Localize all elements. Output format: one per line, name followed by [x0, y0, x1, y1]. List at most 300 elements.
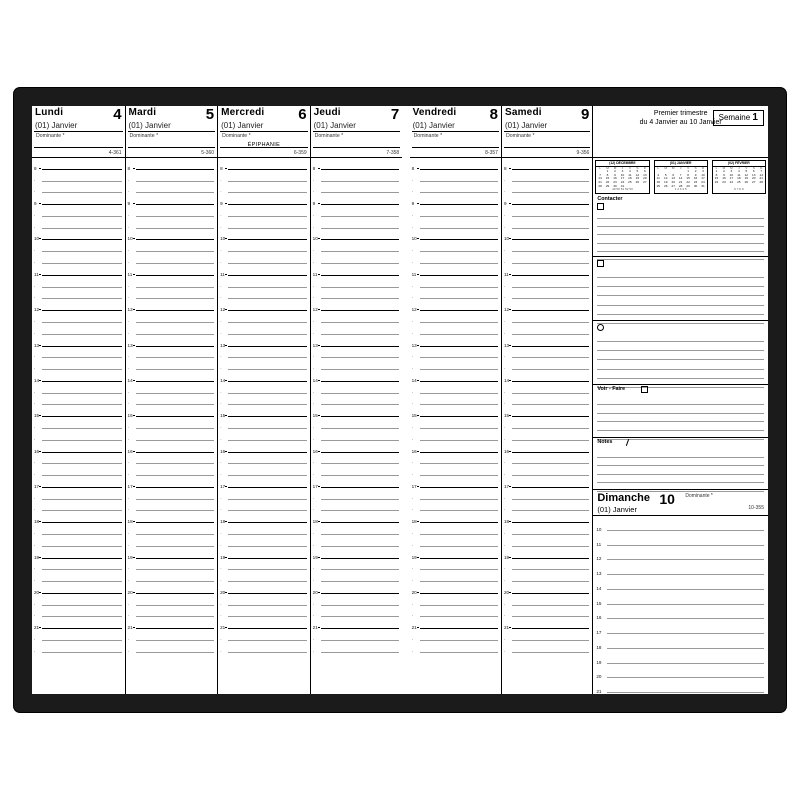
- note-line[interactable]: [597, 466, 764, 475]
- hour-slot[interactable]: [502, 182, 592, 194]
- hour-slot[interactable]: [311, 476, 403, 488]
- hour-slot[interactable]: [32, 641, 125, 653]
- hour-slot[interactable]: [126, 323, 218, 335]
- day-hour-grid[interactable]: [32, 158, 125, 694]
- hour-slot[interactable]: [218, 464, 310, 476]
- hour-slot[interactable]: [410, 594, 501, 606]
- hour-slot[interactable]: [32, 394, 125, 406]
- hour-slot[interactable]: [502, 299, 592, 311]
- hour-slot[interactable]: [502, 429, 592, 441]
- hour-slot[interactable]: [32, 276, 125, 288]
- mini-calendar-day[interactable]: 7: [760, 169, 763, 174]
- hour-slot[interactable]: [126, 394, 218, 406]
- hour-slot[interactable]: [410, 523, 501, 535]
- hour-slot[interactable]: [502, 288, 592, 300]
- hour-slot[interactable]: [410, 547, 501, 559]
- note-lines[interactable]: [597, 269, 764, 318]
- hour-slot[interactable]: [502, 488, 592, 500]
- note-line[interactable]: [597, 269, 764, 278]
- mini-calendar-day[interactable]: 7: [679, 172, 682, 177]
- mini-calendar-day[interactable]: 8: [606, 172, 609, 177]
- hour-slot[interactable]: [410, 382, 501, 394]
- mini-calendar-day[interactable]: 27: [671, 183, 675, 188]
- note-line[interactable]: [597, 306, 764, 315]
- mini-calendar-day[interactable]: 1: [715, 169, 718, 174]
- hour-slot[interactable]: [502, 229, 592, 241]
- hour-slot[interactable]: [311, 464, 403, 476]
- note-line[interactable]: [597, 414, 764, 423]
- hour-slot[interactable]: [126, 570, 218, 582]
- note-line[interactable]: [597, 211, 764, 219]
- mini-calendar-day[interactable]: 3: [621, 169, 624, 174]
- mini-calendar-day[interactable]: 8: [687, 172, 689, 177]
- mini-calendar-february[interactable]: [712, 160, 766, 194]
- hour-slot[interactable]: [410, 264, 501, 276]
- mini-calendar-day[interactable]: 23: [693, 179, 698, 184]
- note-line[interactable]: [597, 333, 764, 342]
- hour-slot[interactable]: [593, 664, 768, 679]
- hour-slot[interactable]: [410, 476, 501, 488]
- hour-slot[interactable]: [218, 205, 310, 217]
- hour-slot[interactable]: [218, 394, 310, 406]
- hour-slot[interactable]: [311, 193, 403, 205]
- note-block-contacter[interactable]: [593, 195, 768, 257]
- hour-slot[interactable]: [218, 288, 310, 300]
- hour-slot[interactable]: [502, 547, 592, 559]
- day-hour-grid[interactable]: [410, 158, 501, 694]
- note-line[interactable]: [597, 360, 764, 369]
- hour-slot[interactable]: [32, 405, 125, 417]
- hour-slot[interactable]: [32, 453, 125, 465]
- hour-slot[interactable]: [126, 523, 218, 535]
- hour-slot[interactable]: [502, 205, 592, 217]
- hour-slot[interactable]: [502, 193, 592, 205]
- hour-slot[interactable]: [410, 170, 501, 182]
- hour-slot[interactable]: [32, 500, 125, 512]
- hour-slot[interactable]: [126, 582, 218, 594]
- note-line[interactable]: [597, 296, 764, 305]
- note-line[interactable]: [597, 449, 764, 458]
- hour-slot[interactable]: [32, 570, 125, 582]
- hour-slot[interactable]: [311, 252, 403, 264]
- mini-calendar-day[interactable]: 14: [759, 172, 763, 177]
- hour-slot[interactable]: [311, 523, 403, 535]
- note-block-notes[interactable]: [593, 438, 768, 490]
- hour-slot[interactable]: [410, 500, 501, 512]
- mini-calendar-day[interactable]: 28: [598, 183, 602, 188]
- hour-slot[interactable]: [502, 347, 592, 359]
- hour-slot[interactable]: [311, 629, 403, 641]
- note-block-email[interactable]: [593, 321, 768, 385]
- hour-slot[interactable]: [311, 182, 403, 194]
- hour-slot[interactable]: [218, 417, 310, 429]
- mini-calendar-day[interactable]: 3: [702, 169, 704, 174]
- hour-slot[interactable]: [311, 299, 403, 311]
- hour-slot[interactable]: [410, 217, 501, 229]
- hour-slot[interactable]: [32, 299, 125, 311]
- hour-slot[interactable]: [126, 182, 218, 194]
- day-column-mardi[interactable]: [125, 106, 218, 694]
- hour-slot[interactable]: [502, 276, 592, 288]
- hour-slot[interactable]: [32, 511, 125, 523]
- mini-calendar-day[interactable]: 11: [737, 172, 741, 177]
- hour-slot[interactable]: [593, 605, 768, 620]
- hour-slot[interactable]: [311, 335, 403, 347]
- hour-slot[interactable]: [126, 240, 218, 252]
- hour-slot[interactable]: [218, 570, 310, 582]
- note-line[interactable]: [597, 405, 764, 414]
- hour-slot[interactable]: [126, 252, 218, 264]
- hour-slot[interactable]: [126, 205, 218, 217]
- mini-calendar-day[interactable]: 12: [635, 172, 640, 177]
- hour-slot[interactable]: [502, 370, 592, 382]
- hour-slot[interactable]: [32, 488, 125, 500]
- hour-slot[interactable]: [32, 335, 125, 347]
- hour-slot[interactable]: [311, 170, 403, 182]
- mini-calendar-day[interactable]: 14: [598, 176, 602, 181]
- hour-slot[interactable]: [218, 641, 310, 653]
- note-line[interactable]: [597, 287, 764, 296]
- hour-slot[interactable]: [410, 276, 501, 288]
- hour-slot[interactable]: [218, 276, 310, 288]
- hour-slot[interactable]: [32, 464, 125, 476]
- day-hour-grid[interactable]: [218, 158, 310, 694]
- hour-slot[interactable]: [410, 370, 501, 382]
- hour-slot[interactable]: [126, 464, 218, 476]
- hour-slot[interactable]: [502, 500, 592, 512]
- mini-calendar-day[interactable]: 20: [752, 176, 756, 181]
- checkbox-icon[interactable]: [641, 386, 648, 393]
- mini-calendar-day[interactable]: 27: [643, 179, 647, 184]
- mini-calendar-day[interactable]: 15: [686, 176, 690, 181]
- hour-slot[interactable]: [311, 535, 403, 547]
- mini-calendar-day[interactable]: 5: [745, 169, 748, 174]
- mini-calendar-day[interactable]: 7: [599, 172, 601, 177]
- hour-slot[interactable]: [410, 311, 501, 323]
- mini-calendar-day[interactable]: 24: [620, 179, 625, 184]
- hour-slot[interactable]: [311, 311, 403, 323]
- mini-calendar-day[interactable]: 17: [729, 176, 734, 181]
- hour-slot[interactable]: [126, 370, 218, 382]
- hour-slot[interactable]: [502, 405, 592, 417]
- hour-slot[interactable]: [502, 394, 592, 406]
- mini-calendar-day[interactable]: 12: [664, 176, 668, 181]
- hour-slot[interactable]: [126, 441, 218, 453]
- hour-slot[interactable]: [126, 453, 218, 465]
- mini-calendar-day[interactable]: 2: [723, 169, 725, 174]
- mini-calendar-day[interactable]: 22: [714, 179, 719, 184]
- hour-slot[interactable]: [410, 488, 501, 500]
- hour-slot[interactable]: [311, 323, 403, 335]
- hour-slot[interactable]: [32, 170, 125, 182]
- hour-slot[interactable]: [126, 158, 218, 170]
- hour-slot[interactable]: [311, 559, 403, 571]
- note-line[interactable]: [597, 422, 764, 431]
- mini-calendar-day[interactable]: 21: [598, 179, 602, 184]
- hour-slot[interactable]: [311, 429, 403, 441]
- note-line[interactable]: [597, 351, 764, 360]
- mini-calendar-day[interactable]: 18: [656, 179, 661, 184]
- hour-slot[interactable]: [218, 323, 310, 335]
- hour-slot[interactable]: [126, 429, 218, 441]
- mini-calendar-day[interactable]: 5: [636, 169, 639, 174]
- hour-slot[interactable]: [32, 193, 125, 205]
- hour-slot[interactable]: [502, 559, 592, 571]
- day-hour-grid[interactable]: [126, 158, 218, 694]
- hour-slot[interactable]: [126, 559, 218, 571]
- day-hour-grid[interactable]: [502, 158, 592, 694]
- mini-calendar-day[interactable]: 11: [628, 172, 632, 177]
- hour-slot[interactable]: [218, 217, 310, 229]
- hour-slot[interactable]: [218, 252, 310, 264]
- hour-slot[interactable]: [410, 288, 501, 300]
- hour-slot[interactable]: [32, 547, 125, 559]
- hour-slot[interactable]: [410, 464, 501, 476]
- hour-slot[interactable]: [126, 641, 218, 653]
- hour-slot[interactable]: [410, 405, 501, 417]
- hour-slot[interactable]: [410, 617, 501, 629]
- hour-slot[interactable]: [410, 429, 501, 441]
- hour-slot[interactable]: [218, 382, 310, 394]
- note-block-mail[interactable]: [593, 257, 768, 321]
- hour-slot[interactable]: [593, 575, 768, 590]
- hour-slot[interactable]: [126, 488, 218, 500]
- hour-slot[interactable]: [126, 299, 218, 311]
- hour-slot[interactable]: [502, 240, 592, 252]
- hour-slot[interactable]: [502, 582, 592, 594]
- hour-slot[interactable]: [502, 158, 592, 170]
- mini-calendar-day[interactable]: 18: [737, 176, 741, 181]
- hour-slot[interactable]: [32, 476, 125, 488]
- note-line[interactable]: [597, 475, 764, 484]
- mini-calendar-day[interactable]: 10: [620, 172, 625, 177]
- hour-slot[interactable]: [502, 606, 592, 618]
- hour-slot[interactable]: [410, 535, 501, 547]
- hour-slot[interactable]: [32, 429, 125, 441]
- hour-slot[interactable]: [218, 453, 310, 465]
- mini-calendar-day[interactable]: 2: [614, 169, 616, 174]
- day-column-lundi[interactable]: [32, 106, 125, 694]
- hour-slot[interactable]: [502, 217, 592, 229]
- day-column-mercredi[interactable]: [217, 106, 310, 694]
- hour-slot[interactable]: [126, 594, 218, 606]
- mini-calendar-day[interactable]: 15: [605, 176, 610, 181]
- hour-slot[interactable]: [311, 358, 403, 370]
- mini-calendar-day[interactable]: 5: [664, 172, 667, 177]
- mini-calendar-day[interactable]: 8: [715, 172, 718, 177]
- hour-slot[interactable]: [32, 264, 125, 276]
- hour-slot[interactable]: [311, 288, 403, 300]
- hour-slot[interactable]: [311, 370, 403, 382]
- hour-slot[interactable]: [218, 500, 310, 512]
- day-column-samedi[interactable]: [501, 106, 592, 694]
- mini-calendar-day[interactable]: 19: [635, 176, 640, 181]
- mini-calendar-day[interactable]: 4: [737, 169, 740, 174]
- hour-slot[interactable]: [218, 240, 310, 252]
- hour-slot[interactable]: [32, 535, 125, 547]
- hour-slot[interactable]: [218, 547, 310, 559]
- mini-calendar-day[interactable]: 22: [686, 179, 690, 184]
- hour-slot[interactable]: [218, 182, 310, 194]
- hour-slot[interactable]: [126, 358, 218, 370]
- hour-slot[interactable]: [126, 417, 218, 429]
- hour-slot[interactable]: [218, 229, 310, 241]
- hour-slot[interactable]: [410, 299, 501, 311]
- mini-calendar-day[interactable]: 25: [656, 183, 661, 188]
- hour-slot[interactable]: [32, 382, 125, 394]
- mini-calendar-day[interactable]: 17: [701, 176, 705, 181]
- hour-slot[interactable]: [311, 276, 403, 288]
- hour-slot[interactable]: [410, 335, 501, 347]
- hour-slot[interactable]: [218, 559, 310, 571]
- hour-slot[interactable]: [218, 299, 310, 311]
- hour-slot[interactable]: [32, 205, 125, 217]
- hour-slot[interactable]: [126, 276, 218, 288]
- hour-slot[interactable]: [311, 453, 403, 465]
- hour-slot[interactable]: [32, 441, 125, 453]
- day-column-vendredi[interactable]: [410, 106, 501, 694]
- hour-slot[interactable]: [126, 405, 218, 417]
- hour-slot[interactable]: [593, 560, 768, 575]
- hour-slot[interactable]: [218, 158, 310, 170]
- note-line[interactable]: [597, 342, 764, 351]
- hour-slot[interactable]: [311, 500, 403, 512]
- hour-slot[interactable]: [218, 311, 310, 323]
- hour-slot[interactable]: [126, 311, 218, 323]
- note-line[interactable]: [597, 458, 764, 467]
- mini-calendar-day[interactable]: 6: [672, 172, 675, 177]
- hour-slot[interactable]: [593, 546, 768, 561]
- mini-calendar-day[interactable]: 10: [701, 172, 705, 177]
- mini-calendar-day[interactable]: 2: [694, 169, 697, 174]
- hour-slot[interactable]: [311, 641, 403, 653]
- note-line[interactable]: [597, 396, 764, 405]
- hour-slot[interactable]: [311, 594, 403, 606]
- hour-slot[interactable]: [311, 547, 403, 559]
- hour-slot[interactable]: [593, 516, 768, 531]
- hour-slot[interactable]: [32, 217, 125, 229]
- hour-slot[interactable]: [126, 193, 218, 205]
- hour-slot[interactable]: [593, 678, 768, 693]
- mini-calendar-day[interactable]: 9: [614, 172, 616, 177]
- mini-calendar-day[interactable]: 28: [678, 183, 683, 188]
- hour-slot[interactable]: [32, 252, 125, 264]
- day-column-dimanche[interactable]: [593, 490, 768, 694]
- mini-calendar-day[interactable]: 30: [613, 183, 617, 188]
- hour-slot[interactable]: [410, 158, 501, 170]
- mini-calendar-day[interactable]: 27: [752, 179, 756, 184]
- note-line[interactable]: [597, 370, 764, 379]
- hour-slot[interactable]: [311, 240, 403, 252]
- hour-slot[interactable]: [32, 182, 125, 194]
- hour-slot[interactable]: [126, 264, 218, 276]
- hour-slot[interactable]: [593, 619, 768, 634]
- hour-slot[interactable]: [32, 559, 125, 571]
- hour-slot[interactable]: [218, 582, 310, 594]
- hour-slot[interactable]: [218, 358, 310, 370]
- hour-slot[interactable]: [502, 453, 592, 465]
- hour-slot[interactable]: [126, 535, 218, 547]
- mini-calendar-day[interactable]: 9: [694, 172, 697, 177]
- hour-slot[interactable]: [126, 547, 218, 559]
- hour-slot[interactable]: [410, 417, 501, 429]
- hour-slot[interactable]: [502, 511, 592, 523]
- hour-slot[interactable]: [126, 606, 218, 618]
- hour-slot[interactable]: [311, 570, 403, 582]
- hour-slot[interactable]: [502, 523, 592, 535]
- hour-slot[interactable]: [32, 629, 125, 641]
- mini-calendar-day[interactable]: 12: [744, 172, 749, 177]
- hour-slot[interactable]: [410, 629, 501, 641]
- hour-slot[interactable]: [502, 170, 592, 182]
- hour-slot[interactable]: [410, 394, 501, 406]
- hour-slot[interactable]: [32, 311, 125, 323]
- mini-calendar-day[interactable]: 13: [671, 176, 675, 181]
- mini-calendar-day[interactable]: 23: [722, 179, 726, 184]
- hour-slot[interactable]: [218, 441, 310, 453]
- hour-slot[interactable]: [32, 582, 125, 594]
- hour-slot[interactable]: [410, 323, 501, 335]
- mini-calendar-day[interactable]: 3: [730, 169, 733, 174]
- mini-calendar-day[interactable]: 26: [664, 183, 668, 188]
- mini-calendar-day[interactable]: 16: [613, 176, 617, 181]
- mini-calendar-day[interactable]: 26: [635, 179, 640, 184]
- mini-calendar-day[interactable]: 25: [628, 179, 632, 184]
- mini-calendar-day[interactable]: 21: [678, 179, 683, 184]
- hour-slot[interactable]: [502, 382, 592, 394]
- hour-slot[interactable]: [502, 252, 592, 264]
- mini-calendar-day[interactable]: 25: [737, 179, 741, 184]
- mini-calendar-day[interactable]: 26: [744, 179, 749, 184]
- hour-slot[interactable]: [218, 476, 310, 488]
- hour-slot[interactable]: [502, 570, 592, 582]
- hour-slot[interactable]: [126, 511, 218, 523]
- hour-slot[interactable]: [311, 229, 403, 241]
- hour-slot[interactable]: [32, 288, 125, 300]
- hour-slot[interactable]: [218, 617, 310, 629]
- hour-slot[interactable]: [32, 417, 125, 429]
- mini-calendar-day[interactable]: 17: [620, 176, 625, 181]
- hour-slot[interactable]: [218, 511, 310, 523]
- hour-slot[interactable]: [410, 347, 501, 359]
- hour-slot[interactable]: [502, 617, 592, 629]
- hour-slot[interactable]: [311, 347, 403, 359]
- hour-slot[interactable]: [410, 229, 501, 241]
- mini-calendar-day[interactable]: 18: [628, 176, 632, 181]
- hour-slot[interactable]: [502, 335, 592, 347]
- hour-slot[interactable]: [502, 417, 592, 429]
- note-lines[interactable]: [597, 449, 764, 487]
- hour-slot[interactable]: [593, 590, 768, 605]
- mini-calendar-day[interactable]: 13: [643, 172, 647, 177]
- mini-calendar-day[interactable]: 19: [744, 176, 749, 181]
- hour-slot[interactable]: [410, 441, 501, 453]
- hour-slot[interactable]: [311, 205, 403, 217]
- hour-slot[interactable]: [410, 570, 501, 582]
- hour-slot[interactable]: [126, 617, 218, 629]
- hour-slot[interactable]: [410, 182, 501, 194]
- mini-calendar-day[interactable]: 6: [643, 169, 646, 174]
- hour-slot[interactable]: [126, 335, 218, 347]
- hour-slot[interactable]: [502, 264, 592, 276]
- mini-calendar-day[interactable]: 24: [729, 179, 734, 184]
- hour-slot[interactable]: [410, 582, 501, 594]
- hour-slot[interactable]: [218, 606, 310, 618]
- mini-calendar-day[interactable]: 30: [693, 183, 698, 188]
- hour-slot[interactable]: [311, 441, 403, 453]
- hour-slot[interactable]: [218, 629, 310, 641]
- hour-slot[interactable]: [126, 629, 218, 641]
